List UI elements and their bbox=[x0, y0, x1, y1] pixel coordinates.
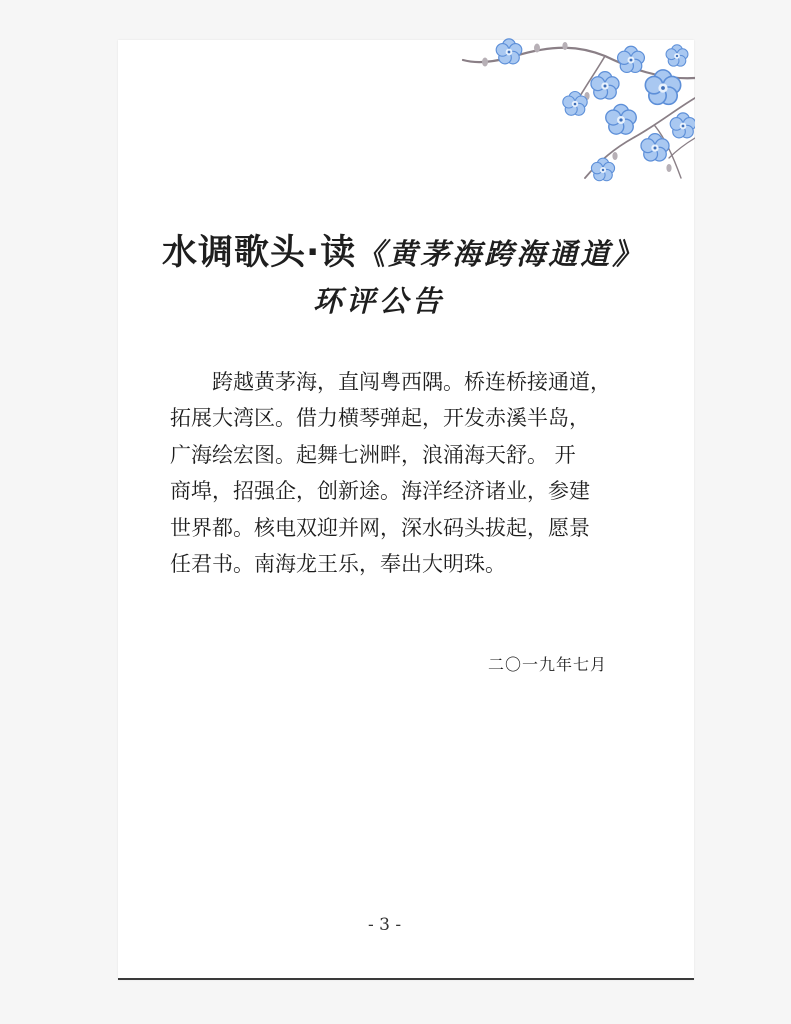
poem-line: 世界都。核电双迎并网，深水码头拔起，愿景 bbox=[170, 515, 590, 540]
poem-body bbox=[170, 364, 640, 582]
plum-blossom-icon bbox=[455, 38, 695, 190]
page-number: - 3 - bbox=[368, 915, 402, 935]
poem-title bbox=[162, 225, 662, 275]
poem-line: 拓展大湾区。借力横琴弹起，开发赤溪半岛， bbox=[170, 406, 590, 431]
title-subject: 《黄茅海跨海通道》 bbox=[356, 237, 645, 271]
poem-title-line2: 环评公告 bbox=[313, 284, 446, 318]
poem-date: 二〇一九年七月 bbox=[488, 655, 608, 674]
page-bottom-edge bbox=[118, 978, 694, 980]
poem-line: 任君书。南海龙王乐，奉出大明珠。 bbox=[170, 552, 506, 577]
poem-line: 商埠，招强企，创新途。海洋经济诸业，参建 bbox=[170, 479, 590, 504]
poem-line: 跨越黄茅海，直闯粤西隅。桥连桥接通道， bbox=[212, 370, 611, 394]
title-main: 水调歌头·读 bbox=[162, 233, 357, 273]
poem-line: 广海绘宏图。起舞七洲畔，浪涌海天舒。 开 bbox=[170, 442, 576, 467]
